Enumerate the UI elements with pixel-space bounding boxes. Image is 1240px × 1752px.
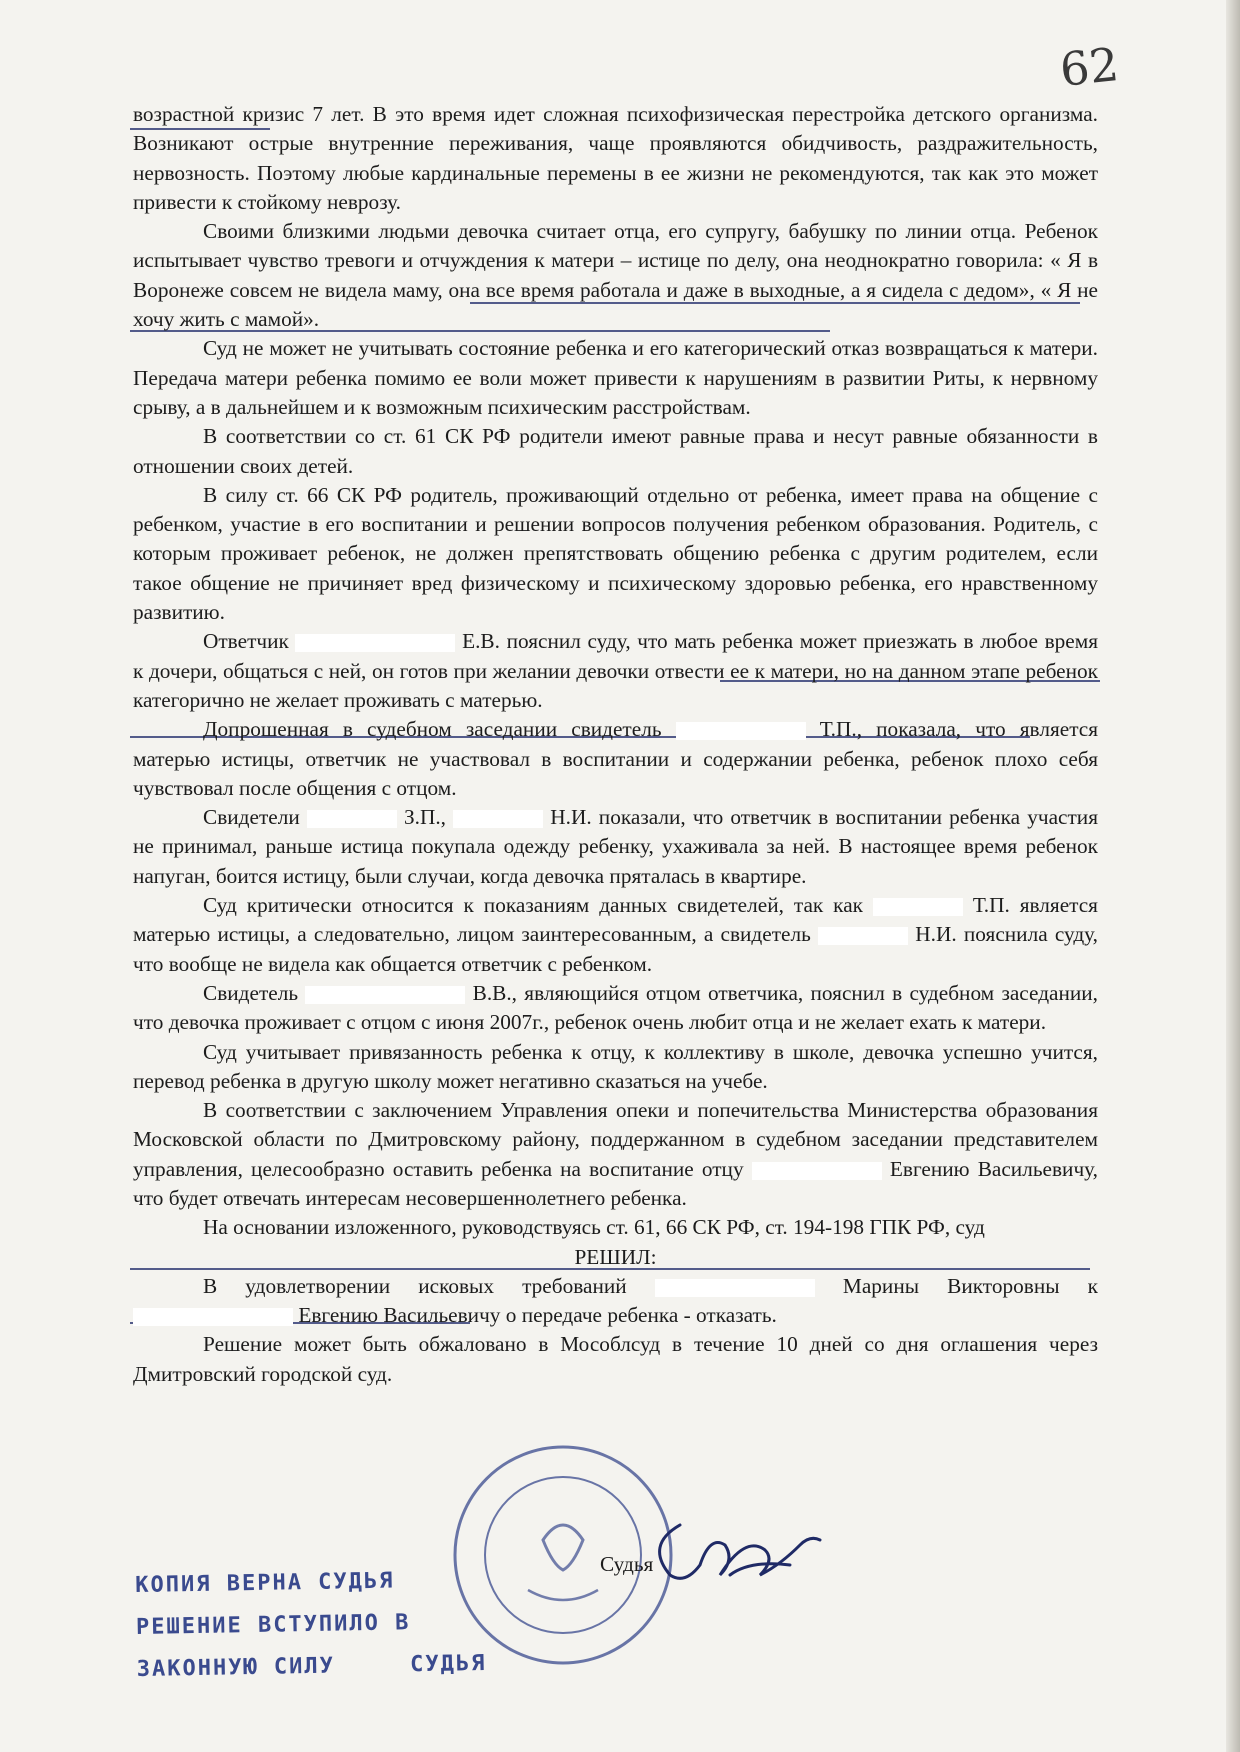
paragraph-defendant xyxy=(133,627,1098,715)
redacted-name xyxy=(133,1308,293,1326)
text-fragment: Ответчик xyxy=(203,629,289,654)
text-fragment: Свидетели xyxy=(203,805,300,830)
handwritten-page-number: 62 xyxy=(1057,37,1122,97)
stamp-text: ЗАКОННУЮ СИЛУ xyxy=(136,1653,336,1683)
paragraph: На основании изложенного, руководствуясь ст. 61, 66 СК РФ, ст. 194-198 ГПК РФ, суд xyxy=(203,1215,985,1240)
stamp-line: РЕШЕНИЕ ВСТУПИЛО В xyxy=(135,1610,411,1641)
paragraph-critical xyxy=(133,891,1098,979)
redacted-name xyxy=(676,722,806,740)
paragraph: Своими близкими людьми девочка считает отца, его супругу, бабушку по линии отца. Ребенок испытывает чувство тревоги и отчуждения к матери – истице по делу, она неоднократно говорила: « Я в Воронеже совсем не видела маму, она все время работала и даже в выходные, а я сидела с дедом», « Я не хочу жить с мамой». xyxy=(133,219,1098,332)
redacted-name xyxy=(873,898,963,916)
text-fragment: Евгению Васильевичу о передаче ребенка - отказать. xyxy=(298,1303,777,1328)
text-fragment: В соответствии с заключением Управления опеки и попечительства Министерства образования Московской области по Дмитровскому району, поддержанном в судебном заседании представителем управления, целесообразно оставить ребенка на воспитание отцу xyxy=(133,1098,1098,1181)
text-fragment: Н.И. пояснила суду, что вообще не видела как общается ответчик с ребенком. xyxy=(133,922,1099,976)
judge-signature xyxy=(640,1505,840,1595)
text-fragment: Т.П., показала, что является матерью истицы, ответчик не участвовал в воспитании и содержании ребенка, ребенок плохо себя чувствовал после общения с отцом. xyxy=(133,717,1099,800)
text-fragment: Суд критически относится к показаниям данных свидетелей, так как xyxy=(203,893,863,918)
paragraph-decision xyxy=(133,1272,1098,1331)
redacted-name xyxy=(295,634,455,652)
paragraph: В соответствии со ст. 61 СК РФ родители имеют равные права и несут равные обязанности в отношении своих детей. xyxy=(133,424,1098,478)
paragraph: Суд не может не учитывать состояние ребенка и его категорический отказ возвращаться к матери. Передача матери ребенка помимо ее воли может привести к нарушениям в развитии Риты, к нервному срыву, а в дальнейшем и к возможным психическим расстройствам. xyxy=(133,336,1098,419)
decision-heading: РЕШИЛ: xyxy=(574,1244,657,1269)
scan-edge xyxy=(1226,0,1240,1752)
text-fragment: В.В., являющийся отцом ответчика, пояснил в судебном заседании, что девочка проживает с отцом с июня 2007г., ребенок очень любит отца и не желает ехать к матери. xyxy=(133,980,1098,1035)
stamp-text: СУДЬЯ xyxy=(409,1650,487,1678)
paragraph: Решение может быть обжаловано в Мособлсуд в течение 10 дней со дня оглашения через Дмитровский городской суд. xyxy=(133,1332,1098,1386)
text-fragment: Е.В. пояснил суду, что мать ребенка может приезжать в любое время к дочери, общаться с ней, он готов при желании девочки отвести ее к матери, но на данном этапе ребенок категорично не желает проживать с матерью. xyxy=(133,629,1099,712)
text-fragment: Марины Викторовны к xyxy=(842,1273,1098,1298)
paragraph-guardianship xyxy=(133,1096,1098,1213)
paragraph: возрастной кризис 7 лет. В это время идет сложная психофизическая перестройка детского организма. Возникают острые внутренние переживания, чаще проявляются обидчивость, раздражительность, нервозность. Поэтому любые кардинальные перемены в ее жизни не рекомендуются, так как это может привести к стойкому неврозу. xyxy=(133,102,1098,214)
text-fragment: Т.П. является матерью истицы, а следовательно, лицом заинтересованным, а свидетель xyxy=(133,893,1098,947)
paragraph: В силу ст. 66 СК РФ родитель, проживающий отдельно от ребенка, имеет права на общение с ребенком, участие в его воспитании и решении вопросов получения ребенком образования. Родитель, с которым проживает ребенок, не должен препятствовать общению ребенка с другим родителем, если такое общение не причиняет вред физическому и психическому здоровью ребенка, его нравственному развитию. xyxy=(133,482,1098,625)
text-fragment: Н.И. показали, что ответчик в воспитании ребенка участия не принимал, раньше истица покупала одежду ребенку, ухаживала за ней. В настоящее время ребенок напуган, боится истицу, были случаи, когда девочка пряталась в квартире. xyxy=(133,805,1098,888)
paragraph-father xyxy=(133,979,1098,1038)
certification-stamp xyxy=(135,1559,487,1691)
text-fragment: Евгению Васильевичу, что будет отвечать интересам несовершеннолетнего ребенка. xyxy=(133,1156,1099,1210)
paragraph-witness xyxy=(133,715,1098,803)
text-fragment: Свидетель xyxy=(203,980,299,1005)
redacted-name xyxy=(307,810,397,828)
redacted-name xyxy=(305,986,465,1004)
paragraph-witnesses xyxy=(133,803,1098,891)
paragraph: Суд учитывает привязанность ребенка к отцу, к коллективу в школе, девочка успешно учится, перевод ребенка в другую школу может негативно сказаться на учебе. xyxy=(133,1039,1098,1093)
stamp-line: КОПИЯ ВЕРНА СУДЬЯ xyxy=(135,1568,395,1599)
redacted-name xyxy=(818,927,908,945)
text-fragment: Допрошенная в судебном заседании свидетель xyxy=(203,717,662,742)
redacted-name xyxy=(655,1279,815,1297)
document-body xyxy=(133,100,1098,1389)
stamp-line xyxy=(136,1643,486,1691)
redacted-name xyxy=(752,1162,882,1180)
text-fragment: В удовлетворении исковых требований xyxy=(203,1273,627,1298)
redacted-name xyxy=(453,810,543,828)
judge-label: Судья xyxy=(600,1552,654,1576)
text-fragment: З.П., xyxy=(403,805,447,830)
